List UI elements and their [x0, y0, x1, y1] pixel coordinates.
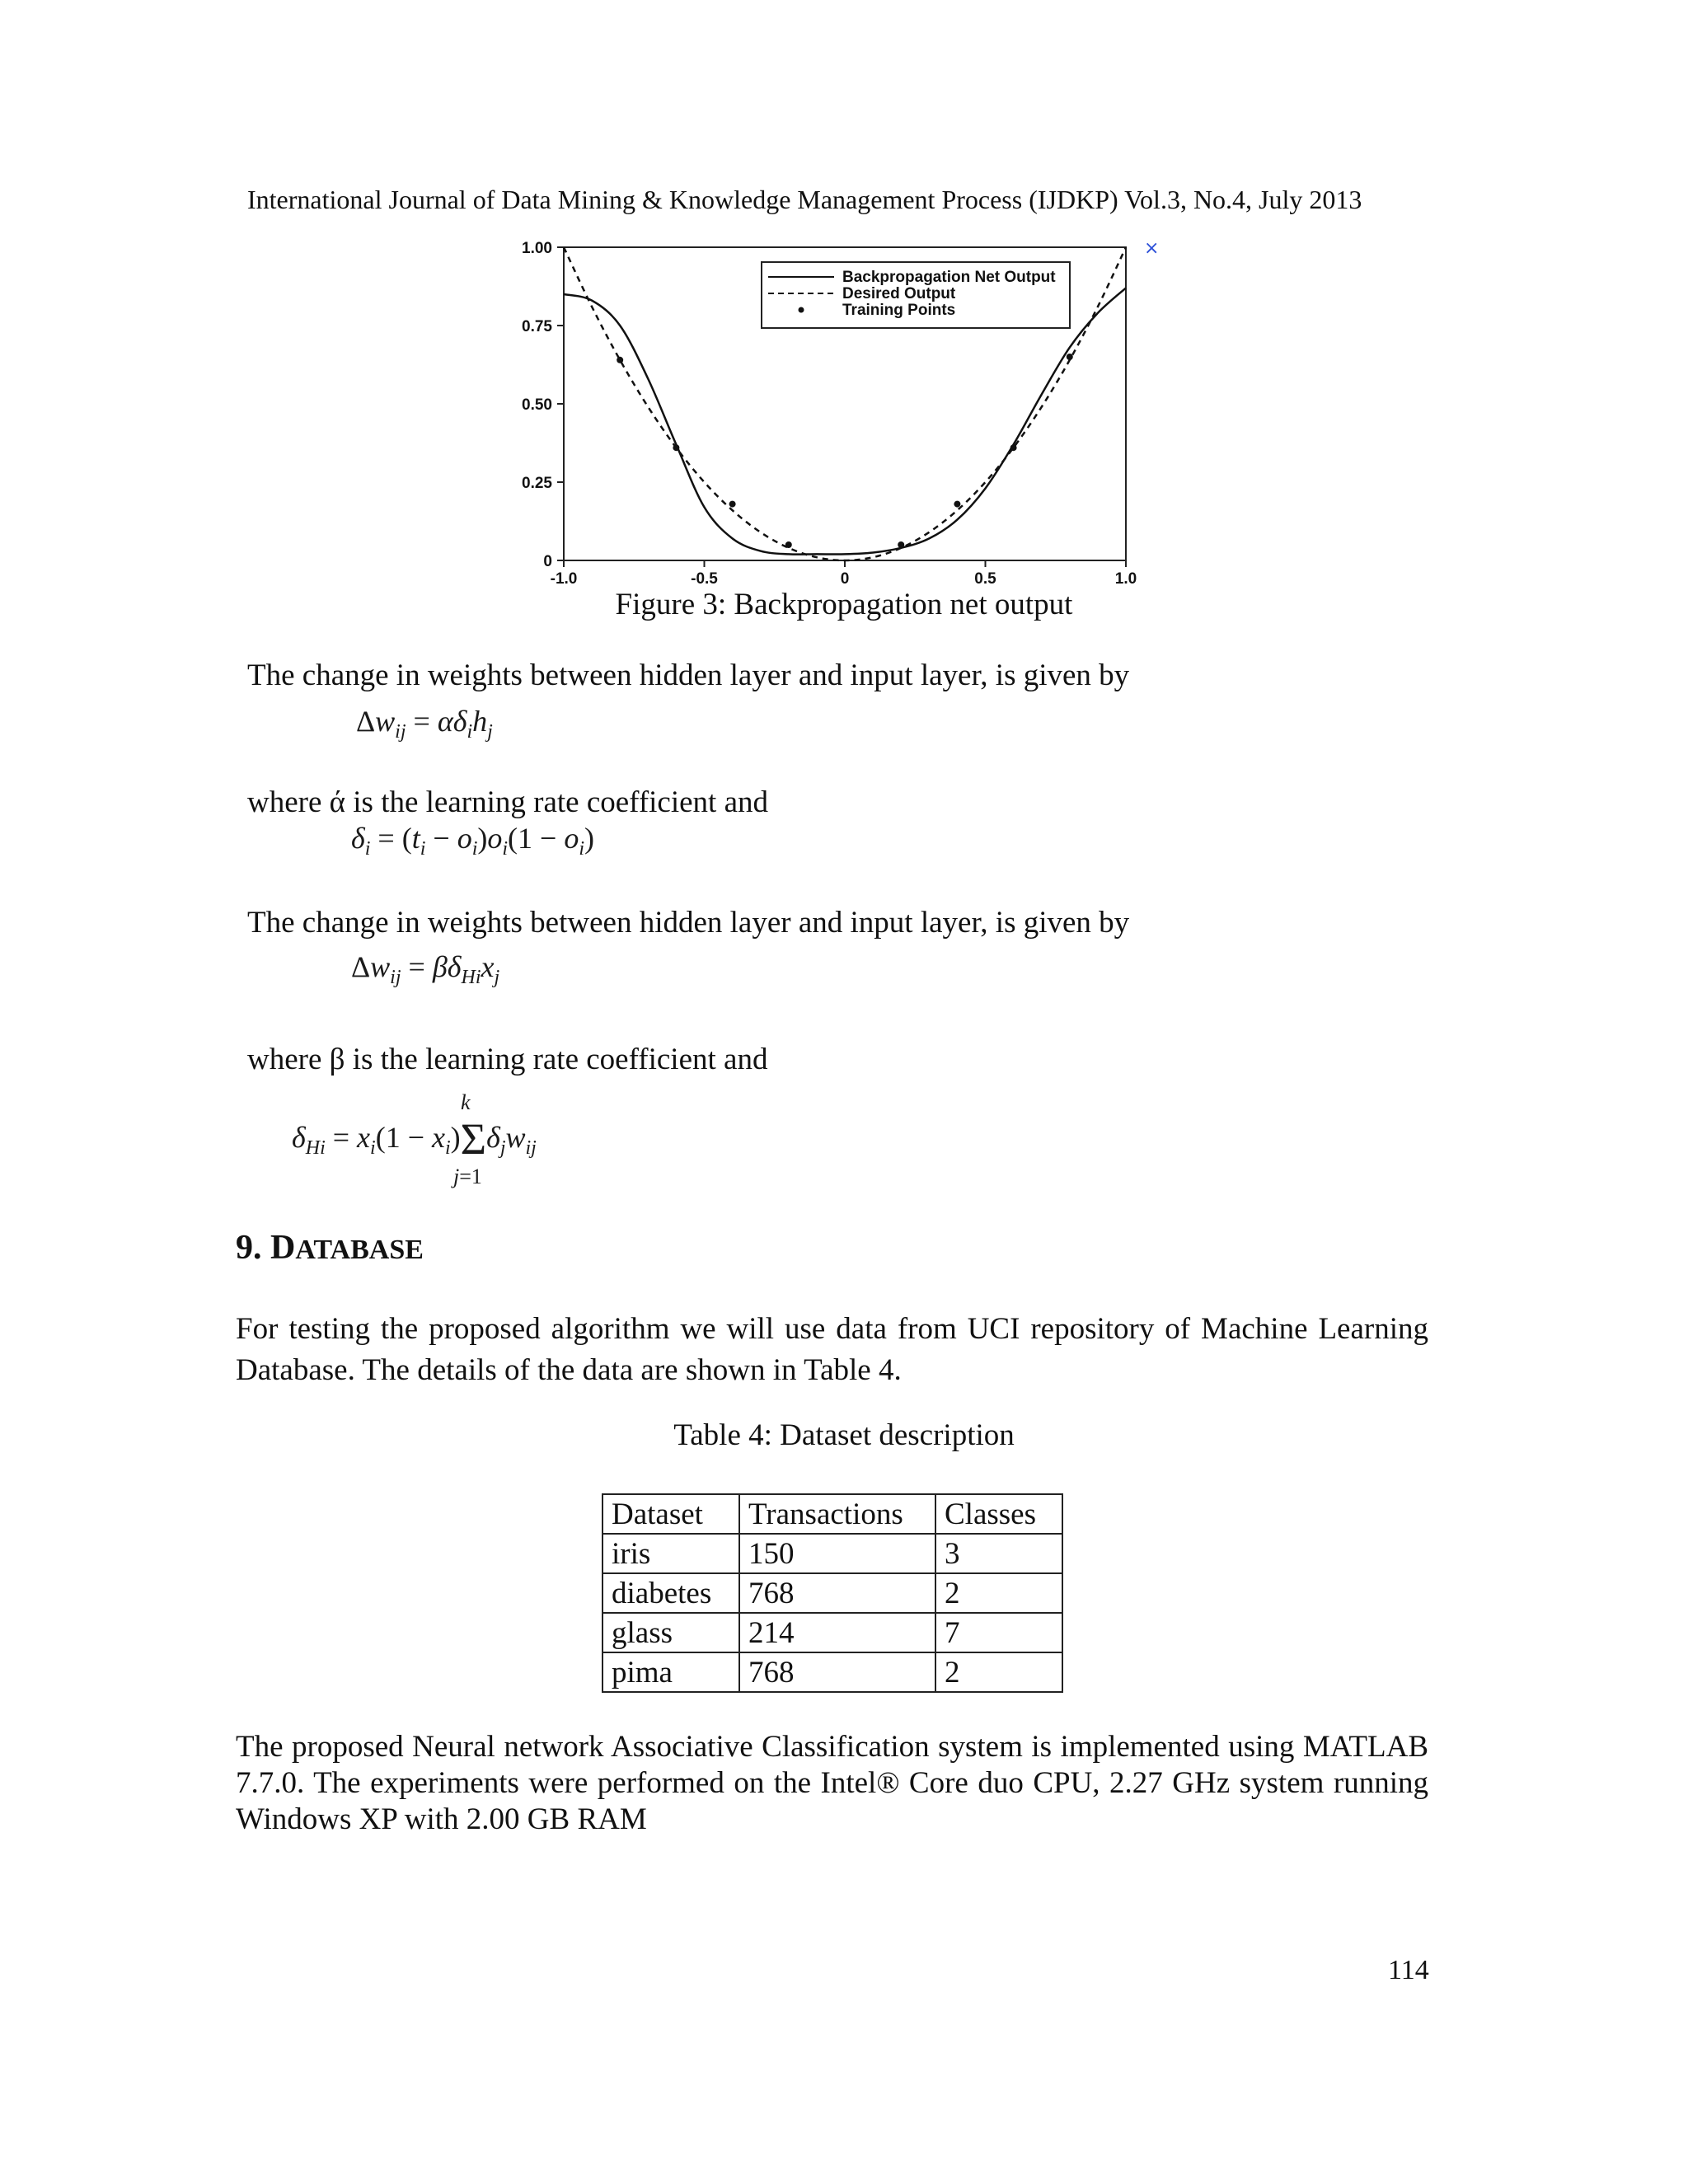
- y-tick-label: 0: [543, 553, 552, 570]
- table-cell: 3: [935, 1534, 1062, 1573]
- paragraph-weights-hidden-1: The change in weights between hidden layer and input layer, is given by: [247, 658, 1130, 692]
- paragraph-beta-definition: where β is the learning rate coefficient and: [247, 1043, 768, 1076]
- paragraph-matlab-implementation: The proposed Neural network Associative Classification system is implemented using MATLAB 7.7.0. The experiments were performed on the Intel® Core duo CPU, 2.27 GHz system running Windows XP with 2.00 GB RAM: [236, 1730, 1428, 1836]
- table-cell: iris: [603, 1534, 739, 1573]
- table-header-cell: Dataset: [603, 1494, 739, 1534]
- table-cell: glass: [603, 1613, 739, 1652]
- dataset-table: [602, 1493, 1063, 1693]
- y-tick-label: 0.50: [522, 396, 552, 414]
- equation-delta-w-alpha: $\Delta w_{ij} = \alpha\delta_ih_j$: [356, 705, 493, 743]
- table-caption: Table 4: Dataset description: [673, 1418, 1015, 1452]
- training-point: [785, 541, 792, 548]
- training-point: [729, 501, 736, 508]
- training-point: [898, 541, 904, 548]
- table-cell: 768: [739, 1573, 935, 1613]
- equation-delta-w-beta: $\Delta w_{ij} = \beta\delta_{Hi}x_j$: [351, 950, 500, 989]
- training-point: [1067, 354, 1073, 360]
- y-tick-label: 0.75: [522, 318, 552, 335]
- training-point: [617, 357, 623, 363]
- table-cell: 7: [935, 1613, 1062, 1652]
- table-cell: 2: [935, 1573, 1062, 1613]
- paragraph-uci-data: For testing the proposed algorithm we will use data from UCI repository of Machine Learning Database. The details of the data are shown in Table 4.: [236, 1312, 1428, 1387]
- table-cell: 2: [935, 1652, 1062, 1692]
- table-header-cell: Classes: [935, 1494, 1062, 1534]
- training-point: [1010, 444, 1017, 451]
- table-row: [603, 1573, 1062, 1613]
- paragraph-weights-hidden-2: The change in weights between hidden layer and input layer, is given by: [247, 906, 1130, 940]
- paragraph-alpha-definition: where ά is the learning rate coefficient and: [247, 785, 768, 819]
- table-row: [603, 1534, 1062, 1573]
- section-heading-database: 9. DATABASE: [236, 1229, 424, 1267]
- x-tick-label: -1.0: [550, 570, 578, 588]
- page-number: 114: [1388, 1955, 1429, 1985]
- table-row: [603, 1613, 1062, 1652]
- table-cell: 214: [739, 1613, 935, 1652]
- legend-label: Desired Output: [842, 285, 956, 302]
- table-cell: 150: [739, 1534, 935, 1573]
- training-point: [673, 444, 679, 451]
- table-cell: 768: [739, 1652, 935, 1692]
- y-tick-label: 0.25: [522, 475, 552, 492]
- x-tick-label: 1.0: [1114, 570, 1137, 588]
- figure-caption: Figure 3: Backpropagation net output: [615, 588, 1073, 621]
- x-tick-label: -0.5: [691, 570, 718, 588]
- table-header-row: [603, 1494, 1062, 1534]
- y-tick-label: 1.00: [522, 240, 552, 257]
- backprop-chart: [495, 232, 1160, 588]
- journal-header: International Journal of Data Mining & Knowledge Management Process (IJDKP) Vol.3, No.4, July 2013: [247, 185, 1362, 214]
- table-cell: diabetes: [603, 1573, 739, 1613]
- table-cell: pima: [603, 1652, 739, 1692]
- legend-label: Training Points: [842, 302, 956, 319]
- x-tick-label: 0.5: [974, 570, 996, 588]
- equation-delta-i: $\delta_i = (t_i - o_i)o_i(1 - o_i)$: [351, 822, 595, 860]
- table-row: [603, 1652, 1062, 1692]
- legend-marker-points: [799, 307, 804, 313]
- training-point: [954, 501, 960, 508]
- close-marker-icon: ×: [1144, 238, 1160, 259]
- chart-legend: [762, 238, 1159, 328]
- x-tick-label: 0: [840, 570, 850, 588]
- legend-label: Backpropagation Net Output: [842, 269, 1056, 286]
- table-header-cell: Transactions: [739, 1494, 935, 1534]
